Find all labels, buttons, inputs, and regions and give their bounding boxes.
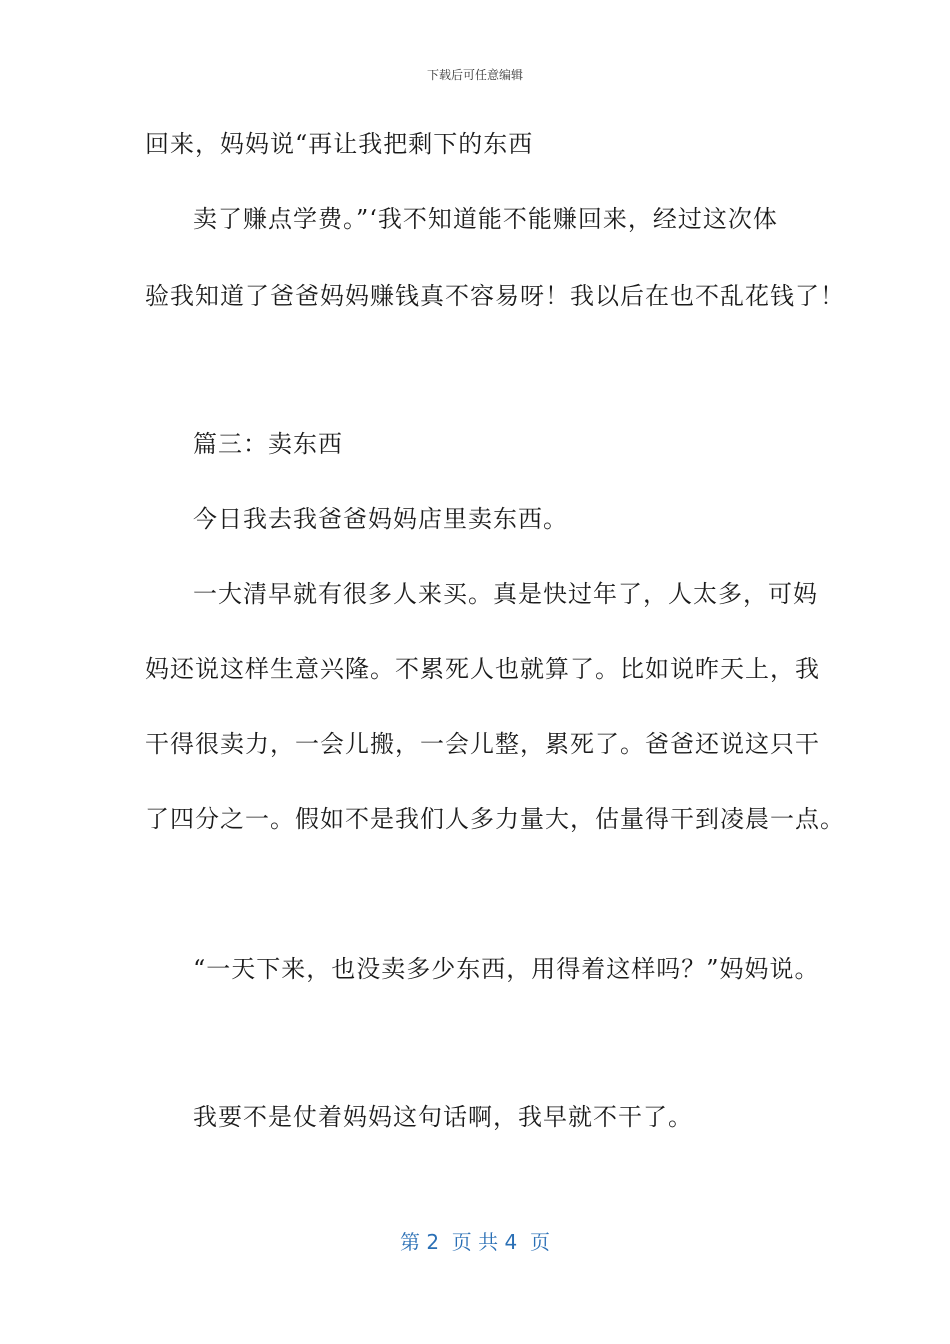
text-line-11: 我要不是仗着妈妈这句话啊，我早就不干了。	[193, 1103, 693, 1131]
text-line-2: 卖了赚点学费。”‘我不知道能不能赚回来，经过这次体	[193, 205, 778, 233]
text-line-1: 回来，妈妈说“再让我把剩下的东西	[145, 130, 534, 158]
text-line-3: 验我知道了爸爸妈妈赚钱真不容易呀！我以后在也不乱花钱了！	[145, 282, 845, 310]
header-note: 下载后可任意编辑	[426, 68, 523, 82]
text-line-5: 今日我去我爸爸妈妈店里卖东西。	[193, 505, 568, 533]
text-line-7: 妈还说这样生意兴隆。不累死人也就算了。比如说昨天上，我	[145, 655, 820, 683]
text-line-10: “一天下来，也没卖多少东西，用得着这样吗？”妈妈说。	[193, 955, 820, 983]
text-line-6: 一大清早就有很多人来买。真是快过年了，人太多，可妈	[193, 580, 818, 608]
text-line-8: 干得很卖力，一会儿搬，一会儿整，累死了。爸爸还说这只干	[145, 730, 820, 758]
page-number: 第 2 页 共 4 页	[400, 1230, 550, 1254]
section-title: 篇三：卖东西	[193, 430, 343, 458]
text-line-9: 了四分之一。假如不是我们人多力量大，估量得干到凌晨一点。	[145, 805, 845, 833]
